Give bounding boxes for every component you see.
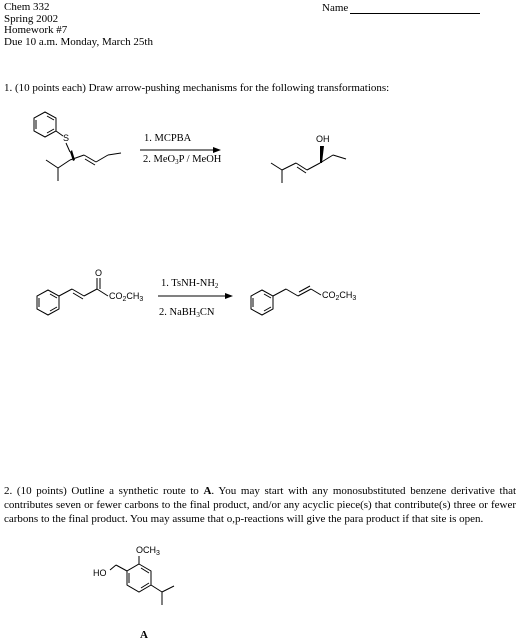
question-2-text: 2. (10 points) Outline a synthetic route to A. You may start with any monosubstituted benzene derivative that contributes seven or fewer carbons to the final product, and/or any acyclic piece(s) that contribute(s) three or fewer carbons to the final product. You may assume that o,p-reactions will give the para product if that site is open.	[4, 485, 517, 525]
compound-a-hydroxyl-label: HO	[93, 568, 107, 578]
reaction2-start-structure	[37, 278, 108, 315]
compound-a-structure	[110, 556, 174, 605]
reaction2-step2: 2. NaBH$_3$CN	[159, 307, 215, 319]
course-line: Chem 332	[4, 1, 50, 13]
reaction2-ketone-oxygen-label: O	[95, 268, 103, 278]
reaction2-step1: 1. TsNH-$NH_2$	[161, 278, 219, 290]
reaction1-step1: 1. MCPBA	[144, 133, 192, 144]
reaction2-arrow	[158, 293, 233, 299]
reaction1-arrow	[140, 147, 221, 153]
reaction2-start-ester-label: $CO_2CH_3$	[109, 291, 144, 303]
reaction2-product-ester-label: $CO_2CH_3$	[322, 290, 357, 302]
reaction1-step2: 2. MeO$_3$P / MeOH	[143, 154, 222, 166]
compound-a-methoxy-label: $OCH_3$	[136, 545, 160, 557]
term-line: Spring 2002	[4, 12, 59, 25]
reaction2-product-structure	[251, 286, 321, 315]
homework-line: Homework #7	[4, 24, 68, 36]
compound-a-name: A	[140, 629, 148, 641]
reaction1-start-structure	[34, 112, 121, 181]
question-1-text: 1. (10 points each) Draw arrow-pushing mechanisms for the following transformations:	[4, 82, 390, 94]
reaction1-product-structure	[271, 146, 346, 183]
name-label: Name	[322, 2, 349, 14]
due-line: Due 10 a.m. Monday, March 25th	[4, 35, 153, 48]
reaction1-hydroxyl-label: OH	[316, 134, 330, 144]
reaction1-sulfur-label: S	[63, 133, 70, 143]
